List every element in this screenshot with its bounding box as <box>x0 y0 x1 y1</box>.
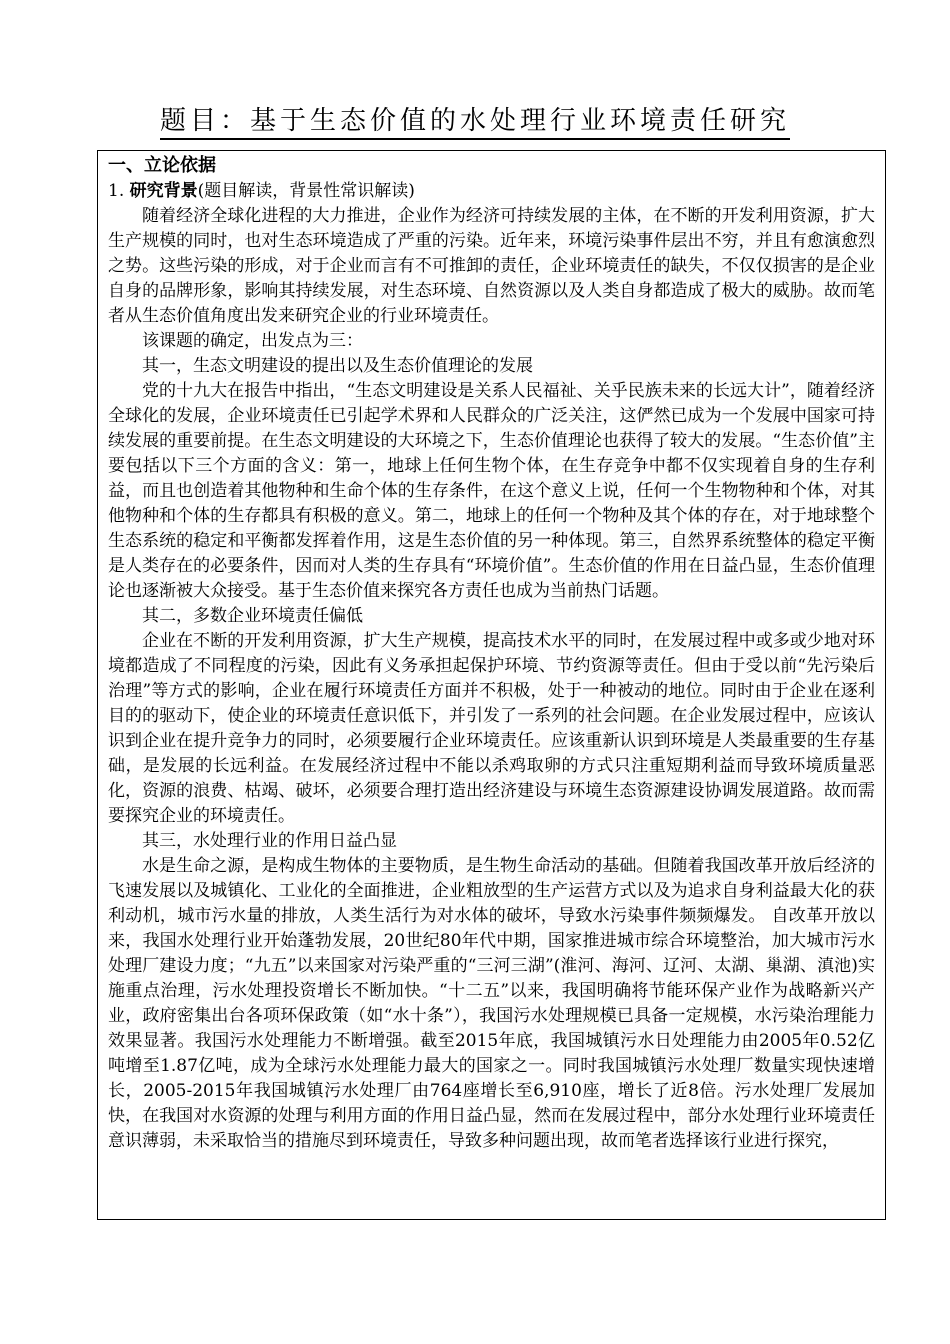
point-heading: 其一，生态文明建设的提出以及生态价值理论的发展 <box>142 356 533 376</box>
paragraph: 企业在不断的开发利用资源，扩大生产规模，提高技术水平的同时，在发展过程中或多或少地对环境都造成了不同程度的污染，因此有义务承担起保护环境、节约资源等责任。但由于受以前“先污染后治理”等方式的影响，企业在履行环境责任方面并不积极，处于一种被动的地位。同时由于企业在逐利目的的驱动下，使企业的环境责任意识低下，并引发了一系列的社会问题。在企业发展过程中，应该认识到企业在提升竞争力的同时，必须要履行企业环境责任。应该重新认识到环境是人类最重要的生存基础，是发展的长远利益。在发展经济过程中不能以杀鸡取卵的方式只注重短期利益而导致环境质量恶化，资源的浪费、枯竭、破坏，必须要合理打造出经济建设与环境生态资源建设协调发展道路。故而需要探究企业的环境责任。 <box>108 631 875 826</box>
paragraph: 随着经济全球化进程的大力推进，企业作为经济可持续发展的主体，在不断的开发利用资源，扩大生产规模的同时，也对生态环境造成了严重的污染。近年来，环境污染事件层出不穷，并且有愈演愈烈之势。这些污染的形成，对于企业而言有不可推卸的责任，企业环境责任的缺失，不仅仅损害的是企业自身的品牌形象，影响其持续发展，对生态环境、自然资源以及人类自身都造成了极大的威胁。故而笔者从生态价值角度出发来研究企业的行业环境责任。 <box>108 206 875 326</box>
point-heading: 其三，水处理行业的作用日益凸显 <box>142 831 397 851</box>
paragraph: 党的十九大在报告中指出，“生态文明建设是关系人民福祉、关乎民族未来的长远大计”，随着经济全球化的发展，企业环境责任已引起学术界和人民群众的广泛关注，这俨然已成为一个发展中国家可持续发展的重要前提。在生态文明建设的大环境之下，生态价值理论也获得了较大的发展。“生态价值”主要包括以下三个方面的含义：第一，地球上任何生物个体，在生存竞争中都不仅实现着自身的生存利益，而且也创造着其他物种和生命个体的生存条件，在这个意义上说，任何一个生物物种和个体，对其他物种和个体的生存都具有积极的意义。第二，地球上的任何一个物种及其个体的存在，对于地球整个生态系统的稳定和平衡都发挥着作用，这是生态价值的另一种体现。第三，自然界系统整体的稳定平衡是人类存在的必要条件，因而对人类的生存具有“环境价值”。生态价值的作用在日益凸显，生态价值理论也逐渐被大众接受。基于生态价值来探究各方责任也成为当前热门话题。 <box>108 381 875 601</box>
subsection-note: (题目解读，背景性常识解读) <box>197 181 415 201</box>
document-title-text: 题目：基于生态价值的水处理行业环境责任研究 <box>160 106 790 140</box>
subsection-title: 研究背景 <box>129 181 198 201</box>
point-heading: 其二，多数企业环境责任偏低 <box>142 606 363 626</box>
document-title <box>0 100 950 137</box>
content-box <box>97 150 886 1220</box>
subsection-number: 1. <box>108 181 130 201</box>
section-heading: 一、立论依据 <box>108 155 216 176</box>
paragraph: 水是生命之源，是构成生物体的主要物质，是生物生命活动的基础。但随着我国改革开放后经济的飞速发展以及城镇化、工业化的全面推进，企业粗放型的生产运营方式以及为追求自身利益最大化的获利动机，城市污水量的排放，人类生活行为对水体的破坏，导致水污染事件频频爆发。 自改革开放以来，我国水处理行业开始蓬勃发展，20世纪80年代中期，国家推进城市综合环境整治，加大城市污水处理厂建设力度；“九五”以来国家对污染严重的“三河三湖”(淮河、海河、辽河、太湖、巢湖、滇池)实施重点治理，污水处理投资增长不断加快。“十二五”以来，我国明确将节能环保产业作为战略新兴产业，政府密集出台各项环保政策（如“水十条”），我国污水处理规模已具备一定规模，水污染治理能力效果显著。我国污水处理能力不断增强。截至2015年底，我国城镇污水日处理能力由2005年0.52亿吨增至1.87亿吨，成为全球污水处理能力最大的国家之一。同时我国城镇污水处理厂数量实现快速增长，2005-2015年我国城镇污水处理厂由764座增长至6,910座，增长了近8倍。污水处理厂发展加快，在我国对水资源的处理与利用方面的作用日益凸显，然而在发展过程中，部分水处理行业环境责任意识薄弱，未采取恰当的措施尽到环境责任，导致多种问题出现，故而笔者选择该行业进行探究， <box>108 856 875 1151</box>
paragraph: 该课题的确定，出发点为三： <box>142 331 363 351</box>
subsection-heading <box>108 179 875 204</box>
